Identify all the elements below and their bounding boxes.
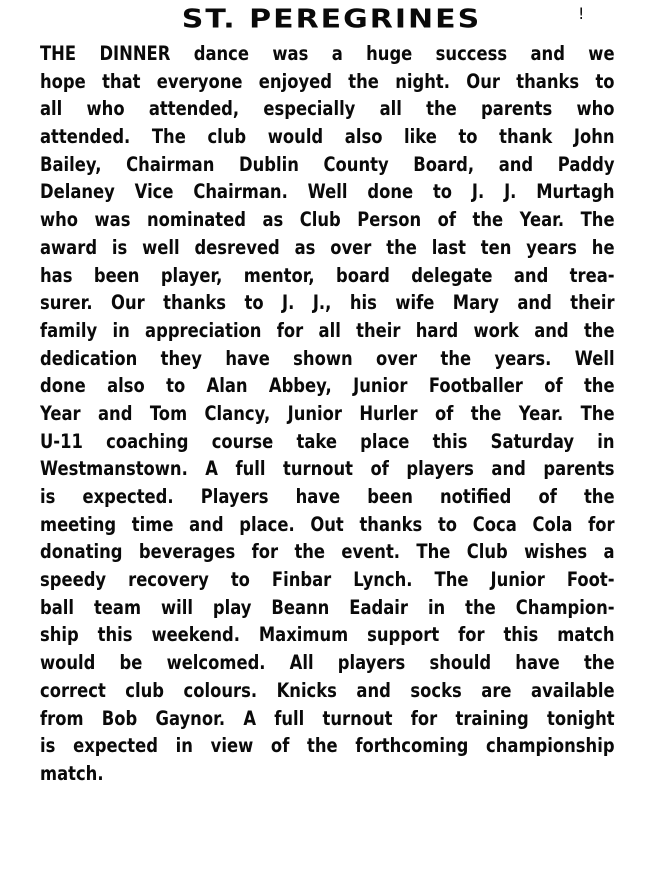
article-line: done also to Alan Abbey, Junior Footballer of the [40,374,615,398]
article-line: Bailey, Chairman Dublin County Board, and Paddy [40,152,615,176]
article-line: surer. Our thanks to J. J., his wife Mary and their [40,291,615,315]
article-line: award is well desreved as over the last ten years he [40,235,615,259]
article-line: hope that everyone enjoyed the night. Our thanks to [40,69,615,93]
article-line: correct club colours. Knicks and socks are available [40,678,615,702]
article-line: Year and Tom Clancy, Junior Hurler of the Year. The [40,401,615,425]
article-body [40,40,615,788]
article-line: dedication they have shown over the years. Well [40,346,615,370]
article-headline: ST. PEREGRINES [181,4,482,35]
article-line: would be welcomed. All players should have the [40,651,615,675]
article-line: speedy recovery to Finbar Lynch. The Junior Foot- [40,568,615,592]
article-line: Delaney Vice Chairman. Well done to J. J. Murtagh [40,180,615,204]
article-line: donating beverages for the event. The Club wishes a [40,540,615,564]
article-line: THE DINNER dance was a huge success and we [40,42,615,65]
print-mark: ! [578,4,585,23]
article-line: is expected in view of the forthcoming championship [40,734,615,758]
article-line: match. [40,761,104,785]
article-line: ball team will play Beann Eadair in the Champion- [40,595,615,619]
article-line: U-11 coaching course take place this Saturday in [40,429,615,453]
article-line: all who attended, especially all the parents who [40,97,615,121]
article-line: ship this weekend. Maximum support for this match [40,623,615,647]
article-line: attended. The club would also like to thank John [40,125,615,149]
article-line: from Bob Gaynor. A full turnout for training tonight [40,706,615,730]
article-line: has been player, mentor, board delegate and trea- [40,263,615,287]
article-line: is expected. Players have been notified of the [40,485,615,508]
article-line: Westmanstown. A full turnout of players and parents [40,457,615,481]
article-line: family in appreciation for all their hard work and the [40,318,615,342]
article-line: meeting time and place. Out thanks to Coca Cola for [40,512,615,536]
article-line: who was nominated as Club Person of the Year. The [40,208,615,232]
